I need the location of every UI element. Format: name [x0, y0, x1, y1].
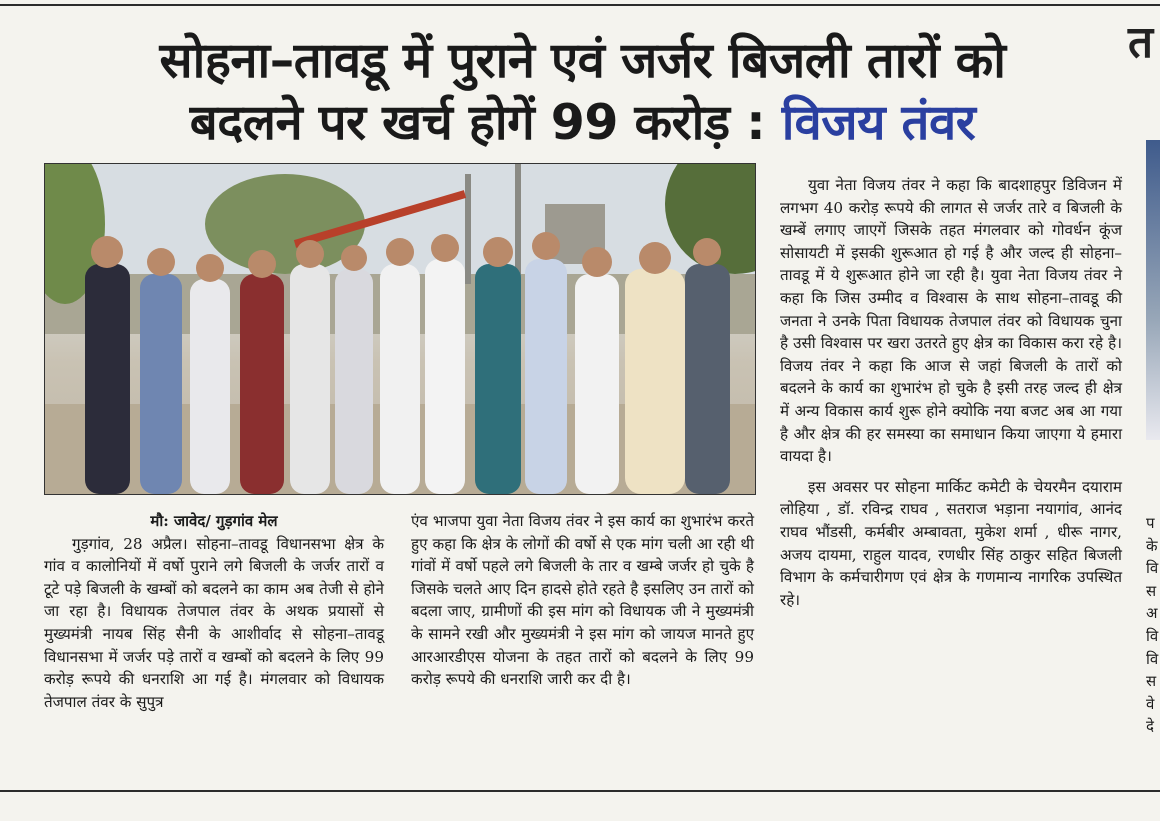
article-byline: मौ: जावेद/ गुड़गांव मेल: [150, 512, 278, 530]
article-col3-para2: इस अवसर पर सोहना मार्किट कमेटी के चेयरमैन दयाराम लोहिया , डॉ. रविन्द्र राघव , सतराज भड़ाना नयागांव, आनंद राघव भौंडसी, कर्मबीर अम्बावता, मुकेश शर्मा , धीरू नागर, अजय दायमा, राहुल यादव, रणधीर सिंह ठाकुर सहित बिजली विभाग के कर्मचारीगण एवं क्षेत्र के गणमान्य नागरिक उपस्थित रहे।: [780, 477, 1122, 609]
article-column-1: [44, 510, 384, 713]
headline-name: विजय तंवर: [781, 94, 976, 151]
edge-fragment: के: [1146, 536, 1158, 555]
article-column-3: [780, 174, 1122, 611]
right-edge-column: [1146, 512, 1160, 738]
edge-fragment: प: [1146, 514, 1155, 532]
headline-line-1: सोहना–तावडू में पुराने एवं जर्जर बिजली तारों को: [159, 32, 1006, 89]
headline-line-2-prefix: बदलने पर खर्च होगें 99 करोड़ :: [189, 94, 782, 151]
edge-fragment: वि: [1146, 559, 1159, 578]
edge-fragment: वि: [1146, 649, 1159, 668]
article-column-2: [411, 510, 754, 691]
headline-line-2: [40, 92, 1125, 154]
news-photo: [44, 163, 756, 495]
bottom-rule: [0, 790, 1160, 792]
article-col2-text: एंव भाजपा युवा नेता विजय तंवर ने इस कार्य का शुभारंभ करते हुए कहा कि क्षेत्र के लोगों की वर्षो से एक मांग चली आ रही थी गांवों में वर्षो पहले लगे बिजली के तार व खम्बे जर्जर हो चुके है जिसके चलते आए दिन हादसे होते रहते है इसलिए उन तारों को बदला जाए, ग्रामीणों की इस मांग को विधायक जी ने मुख्यमंत्री के सामने रखी और मुख्यमंत्री ने इस मांग को जायज मानते हुए आरआरडीएस योजना के तहत तारों को बदलने के लिए 99 करोड़ रूपये की धनराशि जारी कर दी है।: [411, 512, 754, 689]
edge-fragment: दे: [1146, 717, 1154, 736]
edge-fragment: स: [1146, 672, 1157, 691]
top-rule: [0, 4, 1160, 6]
article-col1-text: गुड़गांव, 28 अप्रैल। सोहना–तावडू विधानसभा क्षेत्र के गांव व कालोनियों में वर्षो पुराने लगे बिजली के जर्जर तारों व टूटे पड़े बिजली के खम्बों को बदलने का काम अब तेजी से होने जा रहा है। विधायक तेजपाल तंवर के अथक प्रयासों से मुख्यमंत्री नायब सिंह सैनी के आशीर्वाद से सोहना–तावडू विधानसभा में जर्जर पड़े तारों व खम्बों को बदलने के लिए 99 करोड़ रूपये की धनराशि आ गई है। मंगलवार को विधायक तेजपाल तंवर के सुपुत्र: [44, 534, 384, 711]
edge-fragment: वे: [1146, 694, 1155, 713]
headline: [40, 30, 1125, 154]
adjacent-photo-edge: [1146, 140, 1160, 440]
edge-fragment: वि: [1146, 626, 1159, 645]
edge-fragment: स: [1146, 581, 1157, 600]
article-col3-para1: युवा नेता विजय तंवर ने कहा कि बादशाहपुर डिविजन में लगभग 40 करोड़ रूपये की लागत से जर्जर तारे व बिजली के खम्बें लगाए जाएगें जिसके तहत मंगलवार को गोवर्धन कूंज सोसायटी में इसकी शुरूआत हो गई है और जल्द ही सोहना–तावडू में ये शुरूआत होने जा रही है। युवा नेता विजय तंवर ने कहा कि जिस उम्मीद व विश्वास के साथ सोहना–तावडू की जनता ने उनके पिता विधायक तेजपाल तंवर को विधायक चुना है उसी विश्वास पर खरा उतरते हुए क्षेत्र का विकास करा रहे है। विजय तंवर ने कहा कि आज से जहां बिजली के तारों को बदलने के कार्य का शुभारंभ हो चुके है इसी तरह जल्द ही क्षेत्र में अन्य विकास कार्य शुरू होने क्योकि नया बजट अब आ गया है और क्षेत्र की हर समस्या का समाधान किया जाएगा ये हमारा वायदा है।: [780, 176, 1122, 466]
edge-fragment: अ: [1146, 604, 1158, 623]
photo-illustration: [45, 164, 755, 494]
top-right-fragment: त: [1128, 17, 1154, 68]
